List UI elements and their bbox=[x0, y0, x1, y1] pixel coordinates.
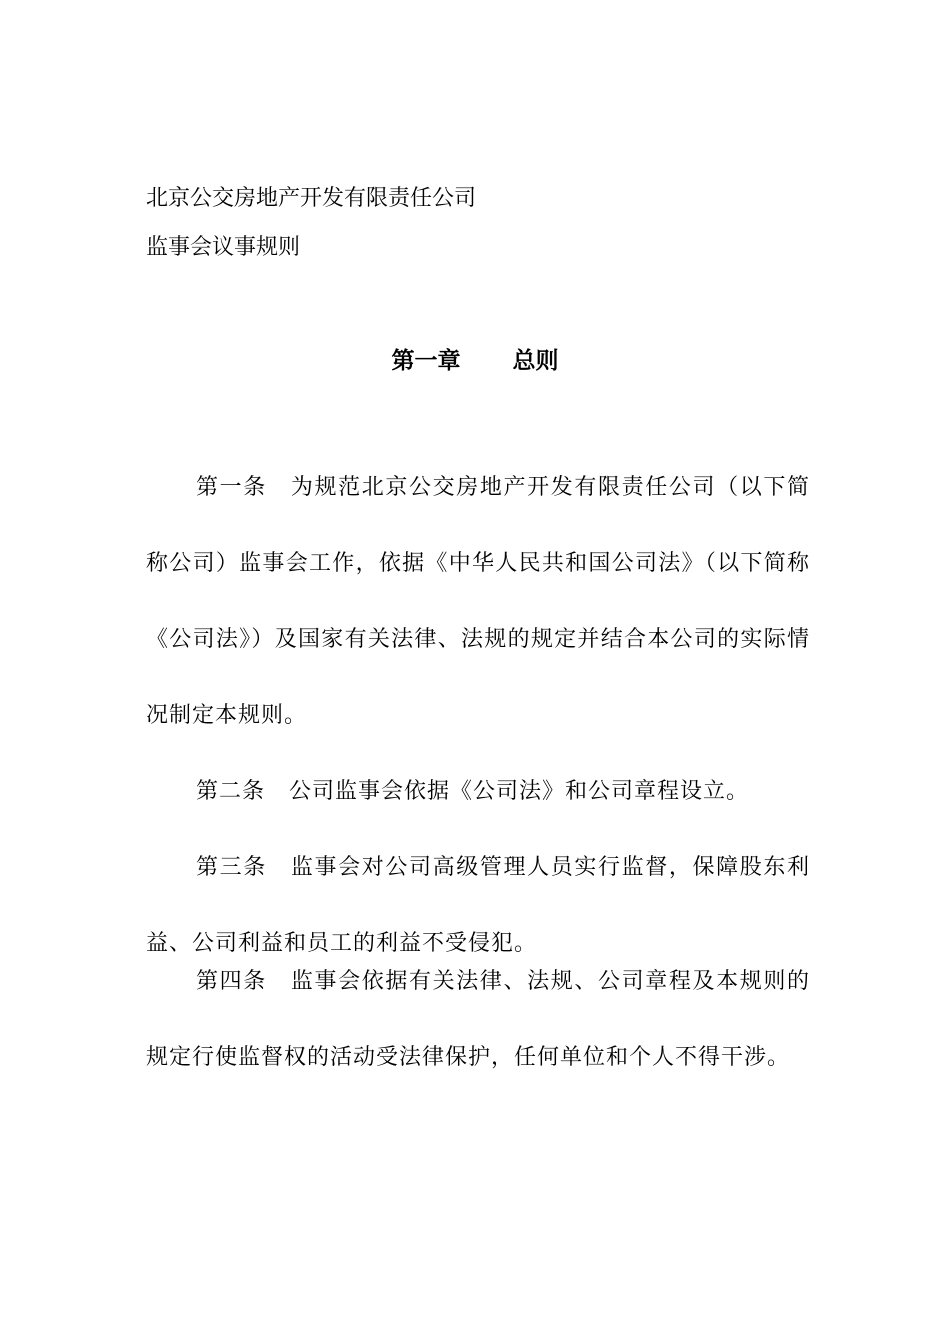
document-title: 监事会议事规则 bbox=[146, 235, 301, 260]
chapter-heading bbox=[0, 345, 950, 377]
article-label: 第四条 bbox=[196, 969, 267, 994]
article-paragraph bbox=[146, 450, 810, 754]
article-text: 监事会对公司高级管理人员实行监督，保障股东利益、公司利益和员工的利益不受侵犯。 bbox=[146, 855, 810, 956]
article-text: 监事会依据有关法律、法规、公司章程及本规则的规定行使监督权的活动受法律保护，任何单位和个人不得干涉。 bbox=[146, 969, 810, 1070]
chapter-name: 总则 bbox=[512, 347, 559, 374]
article-text: 为规范北京公交房地产开发有限责任公司（以下简称公司）监事会工作，依据《中华人民共和国公司法》（以下简称《公司法》）及国家有关法律、法规的规定并结合本公司的实际情况制定本规则。 bbox=[146, 475, 810, 728]
article-paragraph bbox=[146, 754, 810, 830]
article-label: 第一条 bbox=[196, 475, 267, 500]
article-label: 第二条 bbox=[196, 779, 266, 804]
company-name: 北京公交房地产开发有限责任公司 bbox=[146, 186, 477, 211]
chapter-number: 第一章 bbox=[391, 347, 461, 374]
article-text: 公司监事会依据《公司法》和公司章程设立。 bbox=[289, 779, 750, 804]
article-label: 第三条 bbox=[196, 855, 267, 880]
article-paragraph bbox=[146, 944, 810, 1096]
